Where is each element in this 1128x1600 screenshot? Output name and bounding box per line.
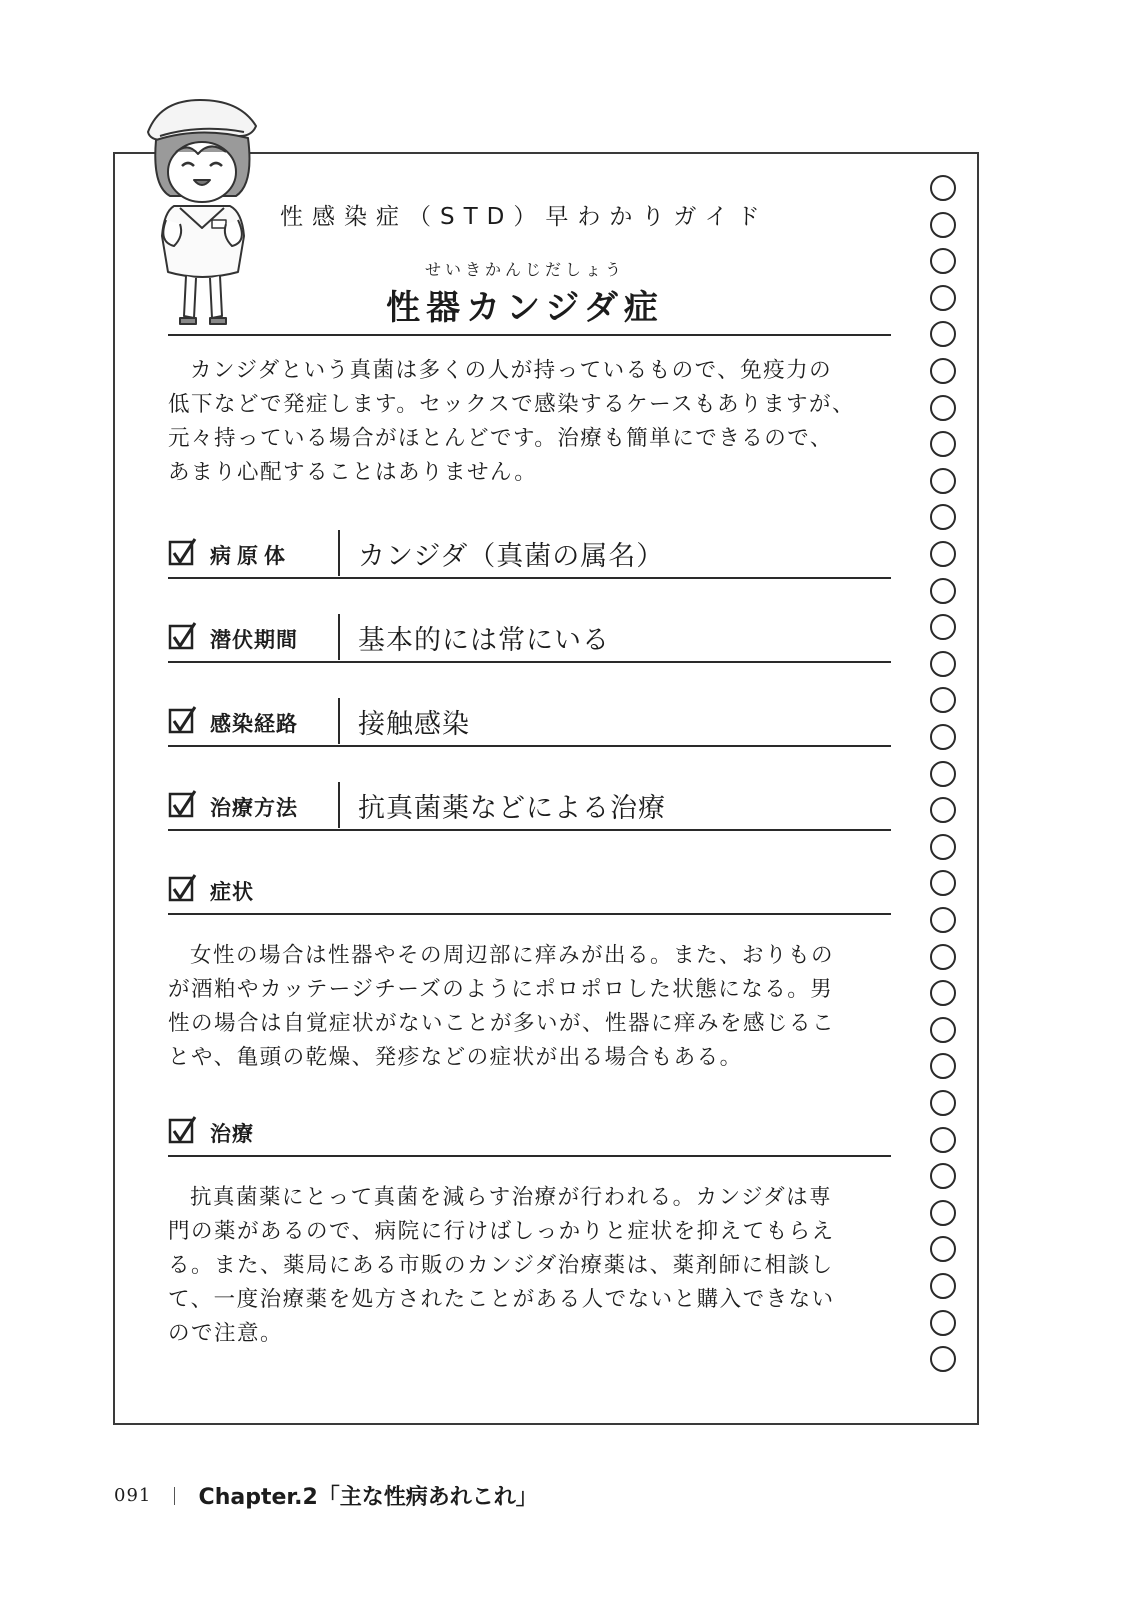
section-treatment-header [168, 1108, 891, 1156]
symptoms-line: とや、亀頭の乾燥、発疹などの症状が出る場合もある。 [168, 1045, 743, 1070]
ring-icon [930, 358, 956, 384]
chapter-title: Chapter.2「主な性病あれこれ」 [198, 1485, 538, 1510]
ring-icon [930, 1273, 956, 1299]
ring-icon [930, 724, 956, 750]
section-symptoms-header [168, 866, 891, 914]
checkbox-checked-icon [168, 538, 198, 568]
ring-icon [930, 980, 956, 1006]
ring-icon [930, 175, 956, 201]
page-footer [114, 1480, 538, 1520]
ring-icon [930, 1163, 956, 1189]
ring-icon [930, 578, 956, 604]
row-label: 治療方法 [210, 796, 298, 820]
row-value: 抗真菌薬などによる治療 [358, 793, 666, 824]
checkbox-checked-icon [168, 706, 198, 736]
intro-line: あまり心配することはありません。 [168, 460, 538, 485]
ring-icon [930, 907, 956, 933]
checkbox-checked-icon [168, 622, 198, 652]
treatment-line: ので注意。 [168, 1321, 284, 1346]
ring-icon [930, 212, 956, 238]
ring-icon [930, 1017, 956, 1043]
row-value: 接触感染 [358, 709, 470, 740]
row-separator [338, 614, 340, 660]
ring-icon [930, 395, 956, 421]
intro-line: カンジダという真菌は多くの人が持っているもので、免疫力の [190, 358, 833, 383]
ring-icon [930, 541, 956, 567]
ring-icon [930, 614, 956, 640]
ring-icon [930, 651, 956, 677]
info-row-route [168, 698, 891, 746]
treatment-line: る。また、薬局にある市販のカンジダ治療薬は、薬剤師に相談し [168, 1253, 834, 1278]
treatment-line: て、一度治療薬を処方されたことがある人でないと購入できない [168, 1287, 835, 1312]
symptoms-line: が酒粕やカッテージチーズのようにポロポロした状態になる。男 [168, 977, 834, 1002]
nurse-character-illustration [140, 96, 265, 328]
ring-icon [930, 1127, 956, 1153]
section-label: 症状 [210, 880, 254, 904]
treatment-line: 抗真菌薬にとって真菌を減らす治療が行われる。カンジダは専 [190, 1185, 833, 1210]
ring-icon [930, 944, 956, 970]
row-label: 病原体 [210, 544, 291, 568]
guide-title: 性感染症（STD）早わかりガイド [280, 204, 769, 230]
ring-icon [930, 1090, 956, 1116]
ring-icon [930, 1346, 956, 1372]
ring-icon [930, 797, 956, 823]
treatment-paragraph [168, 1181, 893, 1351]
symptoms-paragraph [168, 939, 893, 1075]
footer-separator [174, 1487, 175, 1505]
row-label: 潜伏期間 [210, 628, 298, 652]
disease-name-heading: 性器カンジダ症 [386, 288, 664, 328]
divider [168, 577, 891, 579]
ring-icon [930, 468, 956, 494]
intro-paragraph [168, 354, 893, 490]
row-separator [338, 698, 340, 744]
checkbox-checked-icon [168, 1116, 198, 1146]
divider [168, 913, 891, 915]
row-label: 感染経路 [210, 712, 298, 736]
symptoms-line: 性の場合は自覚症状がないことが多いが、性器に痒みを感じるこ [168, 1011, 836, 1036]
disease-name-ruby: せいきかんじだしょう [424, 260, 625, 279]
divider [168, 334, 891, 336]
checkbox-checked-icon [168, 790, 198, 820]
ring-icon [930, 1200, 956, 1226]
row-value: 基本的には常にいる [358, 625, 610, 656]
treatment-line: 門の薬があるので、病院に行けばしっかりと症状を抑えてもらえ [168, 1219, 835, 1244]
checkbox-checked-icon [168, 874, 198, 904]
ring-icon [930, 834, 956, 860]
ring-icon [930, 761, 956, 787]
info-row-incubation [168, 614, 891, 662]
row-value: カンジダ（真菌の属名） [358, 541, 665, 572]
intro-line: 元々持っている場合がほとんどです。治療も簡単にできるので、 [168, 426, 833, 451]
section-label: 治療 [210, 1122, 254, 1146]
page-number: 091 [114, 1485, 152, 1506]
ring-icon [930, 1310, 956, 1336]
divider [168, 661, 891, 663]
ring-icon [930, 248, 956, 274]
divider [168, 829, 891, 831]
ring-icon [930, 431, 956, 457]
divider [168, 1155, 891, 1157]
symptoms-line: 女性の場合は性器やその周辺部に痒みが出る。また、おりもの [190, 943, 835, 968]
info-row-treatment-method [168, 782, 891, 830]
intro-line: 低下などで発症します。セックスで感染するケースもありますが、 [168, 392, 855, 417]
ring-icon [930, 285, 956, 311]
info-row-pathogen [168, 530, 891, 578]
row-separator [338, 782, 340, 828]
divider [168, 745, 891, 747]
row-separator [338, 530, 340, 576]
